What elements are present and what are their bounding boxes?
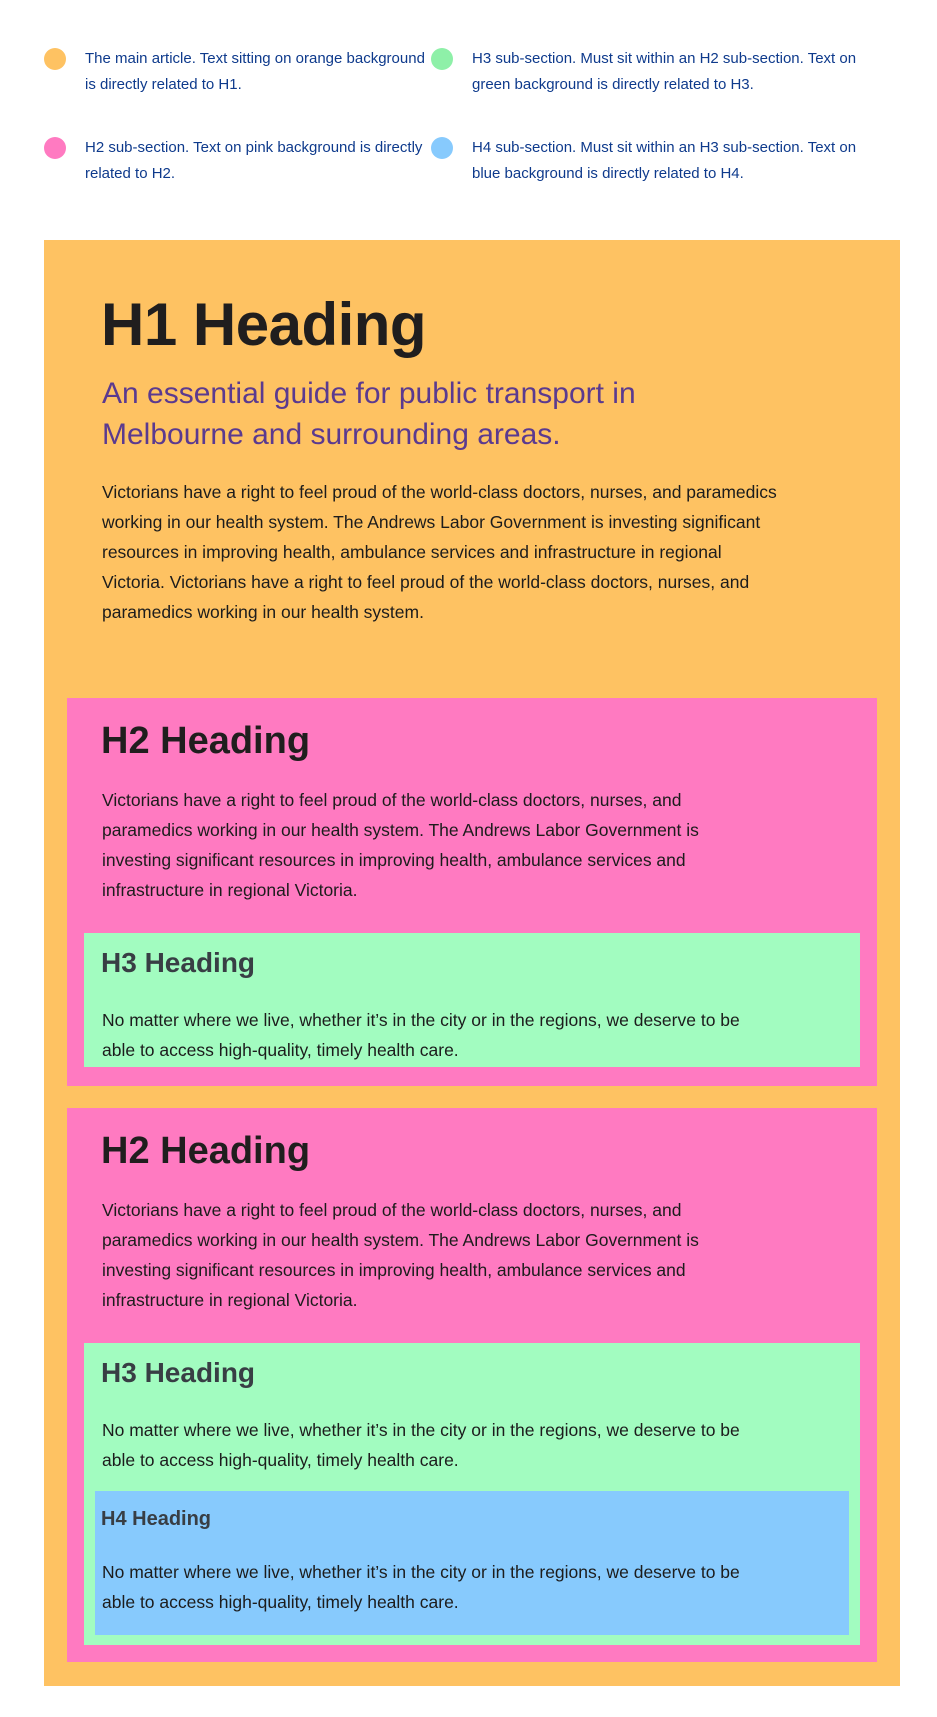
h2-paragraph: Victorians have a right to feel proud of the world-class doctors, nurses, and paramedics working in our health system. The Andrews Labor Government is investing significant resources in improving health, ambulance services and infrastructure in regional Victoria. (102, 1200, 699, 1310)
h2-paragraph: Victorians have a right to feel proud of the world-class doctors, nurses, and paramedics working in our health system. The Andrews Labor Government is investing significant resources in improving health, ambulance services and infrastructure in regional Victoria. (102, 790, 699, 900)
article-paragraph: Victorians have a right to feel proud of the world-class doctors, nurses, and paramedics working in our health system. The Andrews Labor Government is investing significant resources in improving health, ambulance services and infrastructure in regional Victoria. Victorians have a right to feel proud of the world-class doctors, nurses, and paramedics working in our health system. (102, 482, 777, 622)
h1-heading: H1 Heading (101, 291, 427, 358)
pink-dot-icon (44, 137, 66, 159)
intro-text: An essential guide for public transport in Melbourne and surrounding areas. (102, 377, 636, 451)
h3-section (84, 933, 860, 1067)
h3-paragraph: No matter where we live, whether it’s in the city or in the regions, we deserve to be able to access high-quality, timely health care. (102, 1010, 740, 1060)
h3-heading: H3 Heading (101, 947, 256, 978)
h3-paragraph: No matter where we live, whether it’s in the city or in the regions, we deserve to be able to access high-quality, timely health care. (102, 1420, 740, 1470)
h2-section (67, 698, 877, 1086)
legend-text-pink: H2 sub-section. Text on pink background is directly related to H2. (85, 139, 423, 182)
orange-dot-icon (44, 48, 66, 70)
green-dot-icon (431, 48, 453, 70)
legend-text-green: H3 sub-section. Must sit within an H2 sub-section. Text on green background is directly related to H3. (472, 50, 857, 93)
h2-heading: H2 Heading (101, 1130, 311, 1172)
h3-section (84, 1343, 860, 1645)
h2-section (67, 1108, 877, 1662)
h4-paragraph: No matter where we live, whether it’s in the city or in the regions, we deserve to be able to access high-quality, timely health care. (102, 1562, 740, 1612)
h4-heading: H4 Heading (101, 1508, 212, 1530)
main-article (44, 240, 900, 1686)
legend-text-orange: The main article. Text sitting on orange background is directly related to H1. (85, 50, 425, 93)
color-legend (0, 0, 937, 230)
h4-section (95, 1491, 849, 1635)
h2-heading: H2 Heading (101, 720, 311, 762)
blue-dot-icon (431, 137, 453, 159)
legend-text-blue: H4 sub-section. Must sit within an H3 sub-section. Text on blue background is directly related to H4. (472, 139, 857, 182)
h3-heading: H3 Heading (101, 1357, 256, 1388)
